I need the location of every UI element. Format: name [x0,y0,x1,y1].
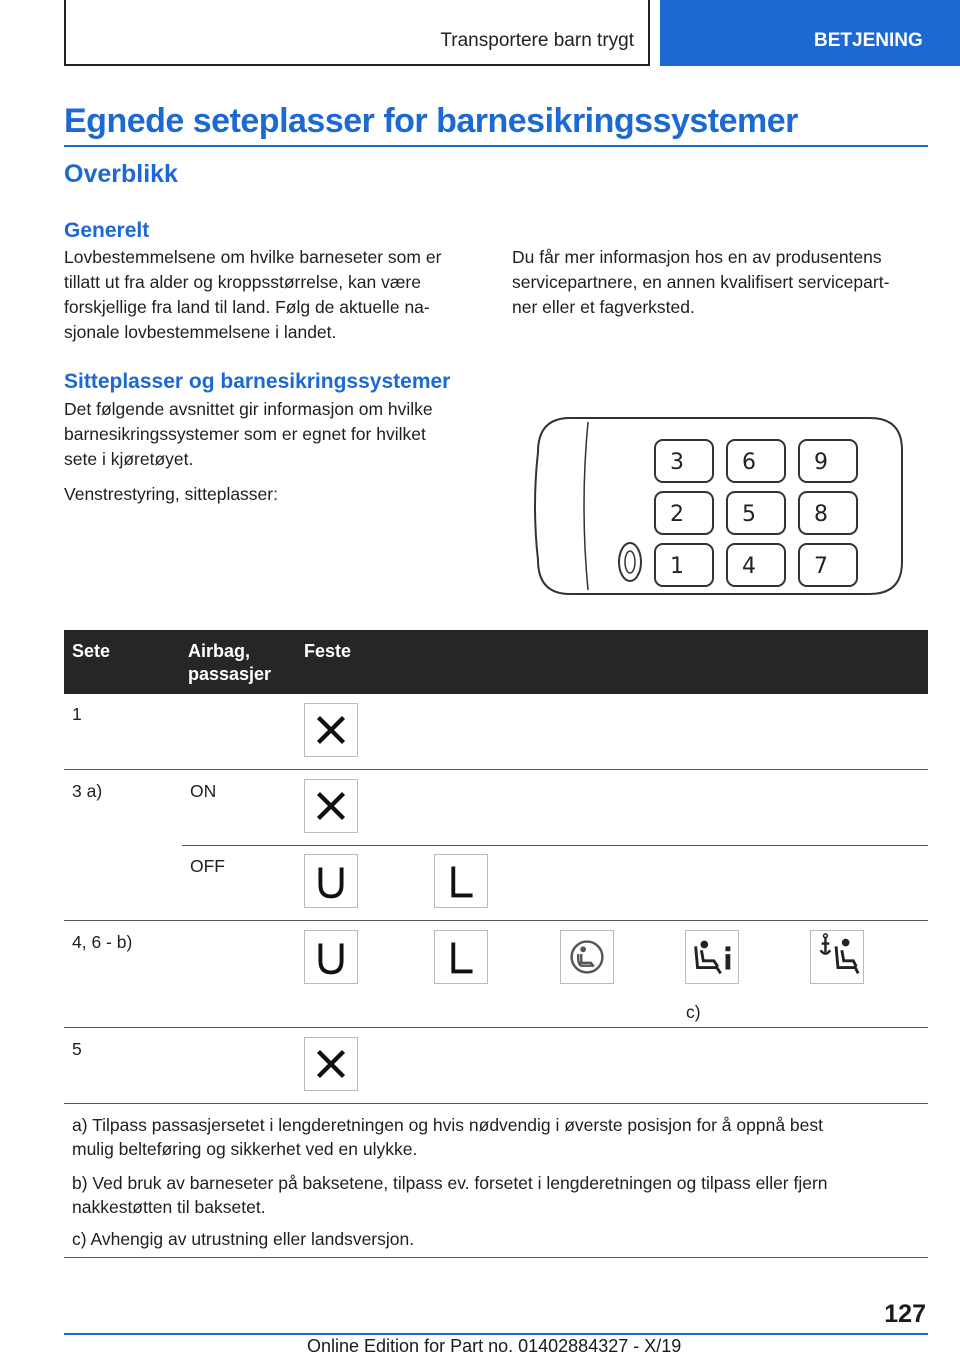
seat-8 [799,492,857,534]
seat-number: 7 [814,554,828,579]
i-size-icon [685,930,739,984]
table-header [64,630,928,694]
cell-seat: 1 [72,704,82,724]
not-allowed-icon [304,779,358,833]
seat-2 [655,492,713,534]
general-left-text [64,245,441,345]
seating-intro [64,397,433,472]
cell-airbag: OFF [190,856,225,876]
general-right-text [512,245,889,320]
title-rule [64,145,928,147]
row-divider [64,769,928,770]
text-line: barnesikringssystemer som er egnet for hvilket [64,424,426,444]
seat-number: 4 [742,554,756,579]
text-line: mulig belteføring og sikkerhet ved en ulykke. [72,1139,418,1159]
windshield-line [584,422,588,590]
text-line: Lovbestemmelsene om hvilke barneseter som er [64,247,442,267]
text-line: a) Tilpass passasjersetet i lengderetningen og hvis nødvendig i øverste posisjon for å oppnå best [72,1115,823,1135]
header-section-title: Transportere barn trygt [440,30,634,51]
header-chapter-tab [660,0,960,66]
universal-u-icon [304,854,358,908]
footer-rule [64,1333,928,1335]
text-line: sjonale lovbestemmelsene i landet. [64,322,337,342]
header-chapter-label: BETJENING [814,30,923,51]
top-tether-icon [810,930,864,984]
th-seat: Sete [72,641,111,661]
header-section-box [64,0,650,66]
seat-1 [655,544,713,586]
footnote-c [72,1227,414,1251]
cell-airbag: ON [190,781,217,801]
th-attachment: Feste [304,641,352,661]
th-airbag: Airbag, passasjer [188,641,272,684]
text-line: sete i kjøretøyet. [64,449,194,469]
cell-seat: 3 a) [72,781,103,801]
table-bottom-rule [64,1257,928,1258]
page-title: Egnede seteplasser for barnesikringssystemer [64,102,798,140]
text-line: Du får mer informasjon hos en av produsentens [512,247,882,267]
text-line: nakkestøtten til baksetet. [72,1197,266,1217]
seat-number: 9 [814,450,828,475]
seat-number: 6 [742,450,756,475]
drive-label: Venstrestyring, sitteplasser: [64,484,278,504]
footnote-b [72,1171,828,1219]
seat-number: 3 [670,450,684,475]
row-divider [64,1103,928,1104]
seat-number: 2 [670,502,684,527]
seat-5 [727,492,785,534]
edition-line: Online Edition for Part no. 01402884327 - X/19 [307,1336,682,1356]
seat-number: 5 [742,502,756,527]
cell-seat: 4, 6 - b) [72,932,133,952]
seat-layout-diagram [530,410,910,602]
page-number: 127 [884,1300,926,1328]
row-divider [64,920,928,921]
text-line: Det følgende avsnittet gir informasjon om hvilke [64,399,433,419]
seat-grid [655,440,857,586]
not-allowed-icon [304,1037,358,1091]
overview-heading: Overblikk [64,160,178,188]
seat-4 [727,544,785,586]
general-heading: Generelt [64,219,150,242]
limited-l-icon [434,854,488,908]
not-allowed-icon [304,703,358,757]
steering-wheel-icon [619,543,641,581]
limited-l-icon [434,930,488,984]
seat-number: 1 [670,554,684,579]
text-line: ner eller et fagverksted. [512,297,695,317]
cell-seat: 5 [72,1039,82,1059]
seat-9 [799,440,857,482]
seat-6 [727,440,785,482]
row-divider [182,845,928,846]
seat-number: 8 [814,502,828,527]
row-divider [64,1027,928,1028]
cell-note: c) [686,1002,701,1022]
isofix-seat-icon [560,930,614,984]
text-line: tillatt ut fra alder og kroppsstørrelse, kan være [64,272,421,292]
text-line: c) Avhengig av utrustning eller landsversjon. [72,1229,415,1249]
text-line: b) Ved bruk av barneseter på baksetene, tilpass ev. forsetet i lengderetningen og tilpass eller fjern [72,1173,828,1193]
footnote-a [72,1113,823,1161]
text-line: forskjellige fra land til land. Følg de aktuelle na- [64,297,430,317]
seating-heading: Sitteplasser og barnesikringssystemer [64,370,451,393]
universal-u-icon [304,930,358,984]
seat-3 [655,440,713,482]
text-line: servicepartnere, en annen kvalifisert servicepart- [512,272,890,292]
seat-7 [799,544,857,586]
car-outline [535,418,902,594]
